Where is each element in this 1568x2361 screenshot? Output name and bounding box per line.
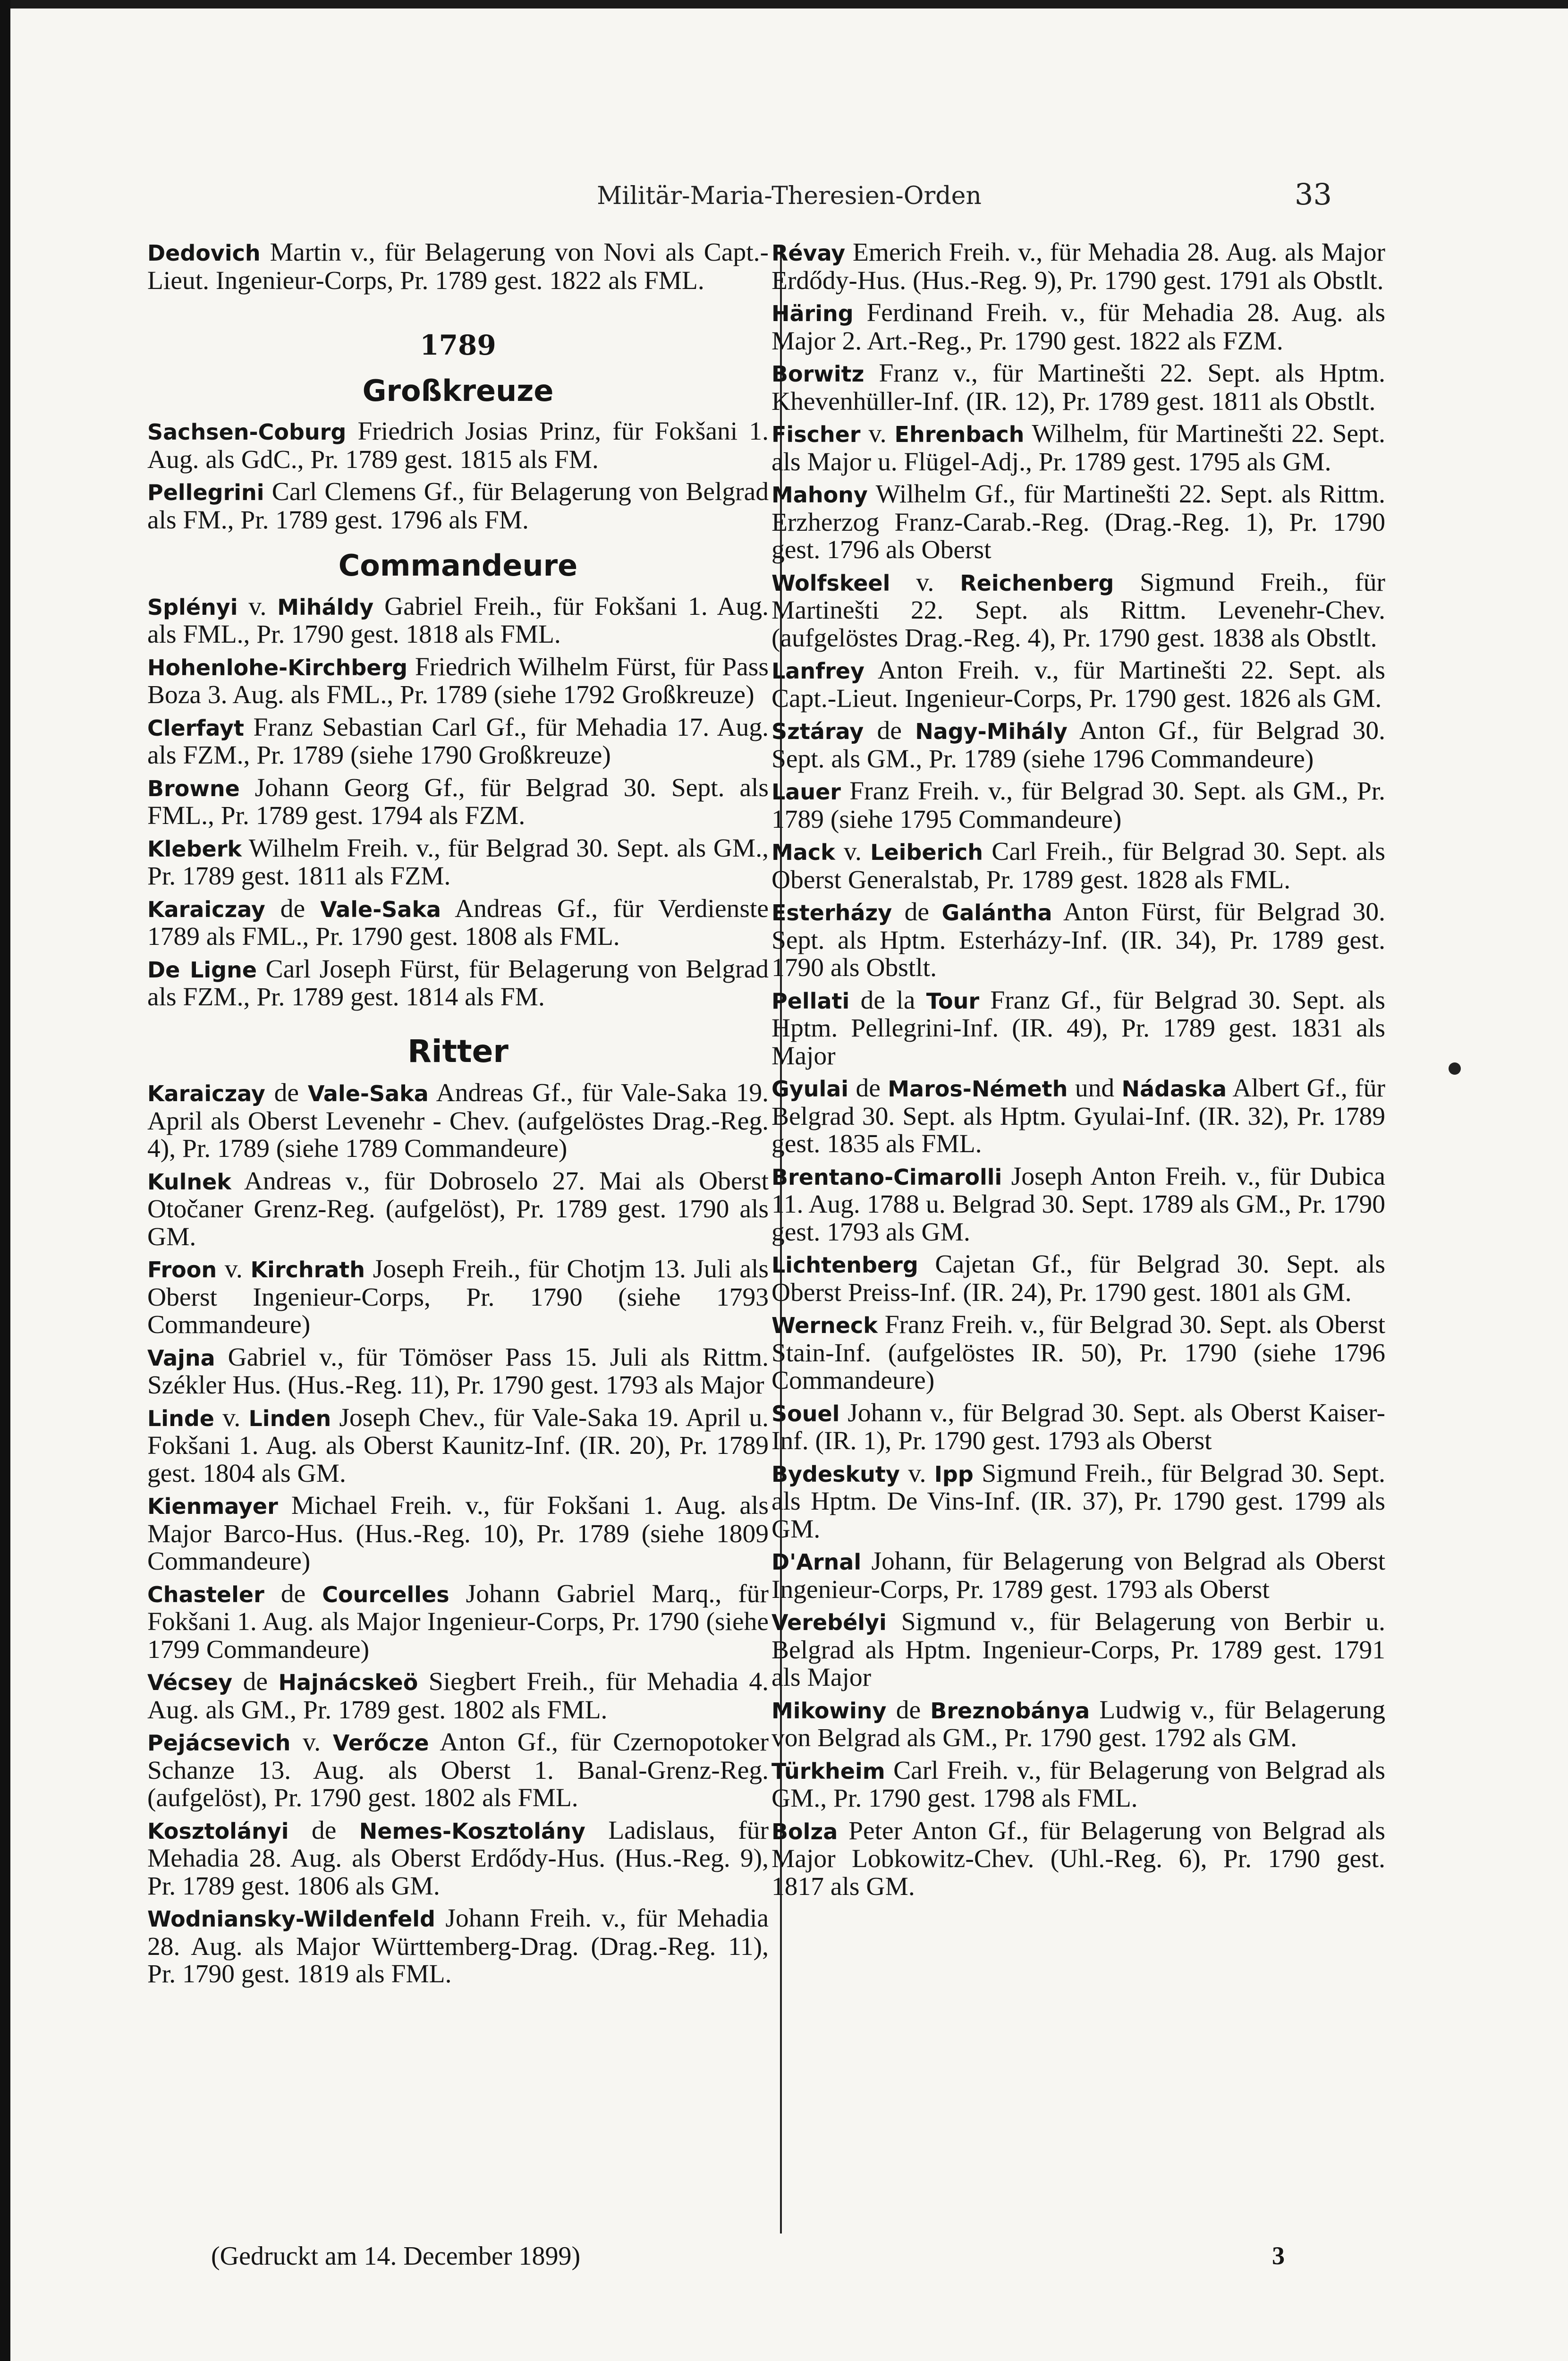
list-item: De Ligne Carl Joseph Fürst, für Belagerung von Belgrad als FZM., Pr. 1789 gest. 1814 als FM. (147, 954, 769, 1011)
scan-edge-top (10, 0, 1568, 8)
entry-name: Karaiczay (147, 896, 265, 922)
entry-name: Türkheim (771, 1758, 885, 1784)
entry-name: Kosztolányi (147, 1818, 289, 1844)
entry-name: D'Arnal (771, 1549, 862, 1575)
entry-name: Clerfayt (147, 715, 245, 741)
entry-name: Lanfrey (771, 658, 865, 684)
list-item: Révay Emerich Freih. v., für Mehadia 28. Aug. als Major Erdődy-Hus. (Hus.-Reg. 9), Pr. 1790 gest. 1791 als Obstlt. (771, 238, 1386, 295)
list-item: Bydeskuty v. Ipp Sigmund Freih., für Belgrad 30. Sept. als Hptm. De Vins-Inf. (IR. 37), Pr. 1790 gest. 1799 als GM. (771, 1459, 1386, 1544)
entry-name: Esterházy (771, 900, 892, 926)
entry-name: Splényi (147, 594, 238, 620)
list-item: Vajna Gabriel v., für Tömöser Pass 15. Juli als Rittm. Székler Hus. (Hus.-Reg. 11), Pr. 1790 gest. 1793 als Major (147, 1342, 769, 1400)
ink-dot (1449, 1062, 1461, 1075)
entry-name: Pellegrini (147, 480, 264, 505)
list-item: Splényi v. Miháldy Gabriel Freih., für Fokšani 1. Aug. als FML., Pr. 1790 gest. 1818 als FML. (147, 592, 769, 649)
list-item: Browne Johann Georg Gf., für Belgrad 30. Sept. als FML., Pr. 1789 gest. 1794 als FZM. (147, 773, 769, 830)
list-item: Wodniansky-Wildenfeld Johann Freih. v., für Mehadia 28. Aug. als Major Württemberg-Drag. (Drag.-Reg. 11), Pr. 1790 gest. 1819 als FML. (147, 1904, 769, 1988)
entry-name: Vécsey (147, 1670, 233, 1695)
section-heading-commandeure: Commandeure (338, 548, 578, 583)
list-item: Kleberk Wilhelm Freih. v., für Belgrad 30. Sept. als GM., Pr. 1789 gest. 1811 als FZM. (147, 833, 769, 891)
list-item: Froon v. Kirchrath Joseph Freih., für Chotjm 13. Juli als Oberst Ingenieur-Corps, Pr. 1790 (siehe 1793 Commandeure) (147, 1255, 769, 1339)
list-item: Pellati de la Tour Franz Gf., für Belgrad 30. Sept. als Hptm. Pellegrini-Inf. (IR. 49), Pr. 1789 gest. 1831 als Major (771, 985, 1386, 1070)
list-item: Borwitz Franz v., für Martinešti 22. Sept. als Hptm. Khevenhüller-Inf. (IR. 12), Pr. 1789 gest. 1811 als Obstlt. (771, 359, 1386, 416)
list-item: Bolza Peter Anton Gf., für Belagerung von Belgrad als Major Lobkowitz-Chev. (Uhl.-Reg. 6), Pr. 1790 gest. 1817 als GM. (771, 1816, 1385, 1901)
entry-name: Lichtenberg (771, 1252, 918, 1278)
entry-name: Révay (771, 240, 846, 266)
list-item: Häring Ferdinand Freih. v., für Mehadia 28. Aug. als Major 2. Art.-Reg., Pr. 1790 gest. 1822 als FZM. (771, 298, 1386, 356)
list-item: Verebélyi Sigmund v., für Belagerung von Berbir u. Belgrad als Hptm. Ingenieur-Corps, Pr. 1789 gest. 1791 als Major (771, 1607, 1386, 1692)
entry-name: Wodniansky-Wildenfeld (147, 1906, 435, 1932)
sheet-number: 3 (1272, 2242, 1285, 2270)
entry-name: Verebélyi (771, 1610, 887, 1635)
list-item: Sachsen-Coburg Friedrich Josias Prinz, für Fokšani 1. Aug. als GdC., Pr. 1789 gest. 1815 als FM. (147, 417, 769, 474)
entry-name: Pellati (771, 988, 850, 1014)
year-heading: 1789 (420, 329, 496, 361)
entry-name: Gyulai (771, 1076, 849, 1102)
entry-name: Lauer (771, 779, 841, 805)
list-item: Fischer v. Ehrenbach Wilhelm, für Martinešti 22. Sept. als Major u. Flügel-Adj., Pr. 1789 gest. 1795 als GM. (771, 419, 1386, 476)
list-item: Hohenlohe-Kirchberg Friedrich Wilhelm Fürst, für Pass Boza 3. Aug. als FML., Pr. 1789 (siehe 1792 Großkreuze) (147, 652, 769, 709)
entry-name: Dedovich (147, 240, 261, 266)
list-item: Brentano-Cimarolli Joseph Anton Freih. v., für Dubica 11. Aug. 1788 u. Belgrad 30. Sept. 1789 als GM., Pr. 1790 gest. 1793 als GM. (771, 1162, 1386, 1247)
list-item: Kulnek Andreas v., für Dobroselo 27. Mai als Oberst Otočaner Grenz-Reg. (aufgelöst), Pr. 1789 gest. 1790 als GM. (147, 1166, 769, 1251)
entry-name: Häring (771, 301, 854, 326)
list-item: Sztáray de Nagy-Mihály Anton Gf., für Belgrad 30. Sept. als GM., Pr. 1789 (siehe 1796 Commandeure) (771, 716, 1385, 773)
entry-name: Mahony (771, 482, 868, 508)
entry-name: Brentano-Cimarolli (771, 1164, 1002, 1190)
list-item: Wolfskeel v. Reichenberg Sigmund Freih., für Martinešti 22. Sept. als Rittm. Levenehr-Chev. (aufgelöstes Drag.-Reg. 4), Pr. 1790 gest. 1838 als Obstlt. (771, 568, 1386, 653)
print-date-footer: (Gedruckt am 14. December 1899) (211, 2242, 581, 2271)
entry-name: Werneck (771, 1313, 878, 1338)
entry-name: Karaiczay (147, 1081, 265, 1106)
page-number: 33 (1295, 177, 1332, 212)
book-page (10, 0, 1568, 2361)
section-heading-ritter: Ritter (407, 1033, 509, 1070)
entry-name: Kleberk (147, 836, 242, 862)
entry-name: De Ligne (147, 957, 257, 983)
list-item: Werneck Franz Freih. v., für Belgrad 30. Sept. als Oberst Stain-Inf. (aufgelöstes IR. 50), Pr. 1790 (siehe 1796 Commandeure) (771, 1310, 1385, 1395)
list-item: Chasteler de Courcelles Johann Gabriel Marq., für Fokšani 1. Aug. als Major Ingenieur-Corps, Pr. 1790 (siehe 1799 Commandeure) (147, 1579, 769, 1664)
entry-name: Fischer (771, 422, 861, 447)
entry-name: Mikowiny (771, 1698, 887, 1724)
entry-name: Bolza (771, 1818, 838, 1844)
entry-name: Souel (771, 1401, 840, 1427)
list-item: Esterházy de Galántha Anton Fürst, für Belgrad 30. Sept. als Hptm. Esterházy-Inf. (IR. 34), Pr. 1789 gest. 1790 als Obstlt. (771, 898, 1386, 982)
entry-name: Sachsen-Coburg (147, 419, 347, 445)
list-item: Clerfayt Franz Sebastian Carl Gf., für Mehadia 17. Aug. als FZM., Pr. 1789 (siehe 1790 Großkreuze) (147, 713, 769, 770)
list-item: Souel Johann v., für Belgrad 30. Sept. als Oberst Kaiser-Inf. (IR. 1), Pr. 1790 gest. 1793 als Oberst (771, 1398, 1385, 1455)
entry-name: Wolfskeel (771, 570, 890, 596)
list-item: Lichtenberg Cajetan Gf., für Belgrad 30. Sept. als Oberst Preiss-Inf. (IR. 24), Pr. 1790 gest. 1801 als GM. (771, 1250, 1386, 1307)
entry-name: Borwitz (771, 361, 865, 387)
list-item: Lauer Franz Freih. v., für Belgrad 30. Sept. als GM., Pr. 1789 (siehe 1795 Commandeure) (771, 777, 1385, 834)
section-heading-grosskreuze: Großkreuze (362, 373, 554, 408)
entry-name: Pejácsevich (147, 1730, 291, 1756)
entry-name: Mack (771, 840, 835, 865)
entry-name: Bydeskuty (771, 1461, 900, 1487)
right-column (771, 239, 1385, 1905)
list-item: Pellegrini Carl Clemens Gf., für Belagerung von Belgrad als FM., Pr. 1789 gest. 1796 als FM. (147, 477, 769, 535)
running-header: Militär-Maria-Theresien-Orden (597, 182, 982, 210)
entry-name: Linde (147, 1405, 214, 1431)
entry-name: Froon (147, 1257, 217, 1282)
list-item: Karaiczay de Vale-Saka Andreas Gf., für Vale-Saka 19. April als Oberst Levenehr - Chev. (aufgelöstes Drag.-Reg. 4), Pr. 1789 (siehe 1789 Commandeure) (147, 1079, 769, 1163)
list-item: Karaiczay de Vale-Saka Andreas Gf., für Verdienste 1789 als FML., Pr. 1790 gest. 1808 als FML. (147, 894, 769, 951)
list-item: Lanfrey Anton Freih. v., für Martinešti 22. Sept. als Capt.-Lieut. Ingenieur-Corps, Pr. 1790 gest. 1826 als GM. (771, 656, 1385, 713)
entry-name: Browne (147, 775, 240, 801)
list-item: Vécsey de Hajnácskeö Siegbert Freih., für Mehadia 4. Aug. als GM., Pr. 1789 gest. 1802 als FML. (147, 1667, 769, 1724)
list-item: Pejácsevich v. Verőcze Anton Gf., für Czernopotoker Schanze 13. Aug. als Oberst 1. Banal-Grenz-Reg. (aufgelöst), Pr. 1790 gest. 1802 als FML. (147, 1728, 769, 1812)
list-item: Gyulai de Maros-Németh und Nádaska Albert Gf., für Belgrad 30. Sept. als Hptm. Gyulai-Inf. (IR. 32), Pr. 1789 gest. 1835 als FML. (771, 1074, 1385, 1158)
list-item: Dedovich Martin v., für Belagerung von Novi als Capt.-Lieut. Ingenieur-Corps, Pr. 1789 gest. 1822 als FML. (147, 238, 769, 295)
list-item: Türkheim Carl Freih. v., für Belagerung von Belgrad als GM., Pr. 1790 gest. 1798 als FML. (771, 1756, 1385, 1813)
entry-name: Hohenlohe-Kirchberg (147, 654, 408, 680)
entry-name: Chasteler (147, 1581, 264, 1607)
list-item: Mikowiny de Breznobánya Ludwig v., für Belagerung von Belgrad als GM., Pr. 1790 gest. 1792 als GM. (771, 1695, 1385, 1752)
list-item: Linde v. Linden Joseph Chev., für Vale-Saka 19. April u. Fokšani 1. Aug. als Oberst Kaunitz-Inf. (IR. 20), Pr. 1789 gest. 1804 als GM. (147, 1403, 769, 1488)
entry-name: Sztáray (771, 719, 864, 744)
list-item: Mack v. Leiberich Carl Freih., für Belgrad 30. Sept. als Oberst Generalstab, Pr. 1789 gest. 1828 als FML. (771, 837, 1385, 894)
list-item: Kienmayer Michael Freih. v., für Fokšani 1. Aug. als Major Barco-Hus. (Hus.-Reg. 10), Pr. 1789 (siehe 1809 Commandeure) (147, 1491, 769, 1576)
list-item: Kosztolányi de Nemes-Kosztolány Ladislaus, für Mehadia 28. Aug. als Oberst Erdődy-Hus. (Hus.-Reg. 9), Pr. 1789 gest. 1806 als GM. (147, 1816, 769, 1901)
entry-name: Kienmayer (147, 1494, 278, 1519)
list-item: D'Arnal Johann, für Belagerung von Belgrad als Oberst Ingenieur-Corps, Pr. 1789 gest. 1793 als Oberst (771, 1547, 1385, 1604)
left-column (147, 239, 769, 1993)
list-item: Mahony Wilhelm Gf., für Martinešti 22. Sept. als Rittm. Erzherzog Franz-Carab.-Reg. (Drag.-Reg. 1), Pr. 1790 gest. 1796 als Oberst (771, 480, 1385, 564)
entry-name: Vajna (147, 1345, 215, 1371)
entry-name: Kulnek (147, 1169, 231, 1195)
